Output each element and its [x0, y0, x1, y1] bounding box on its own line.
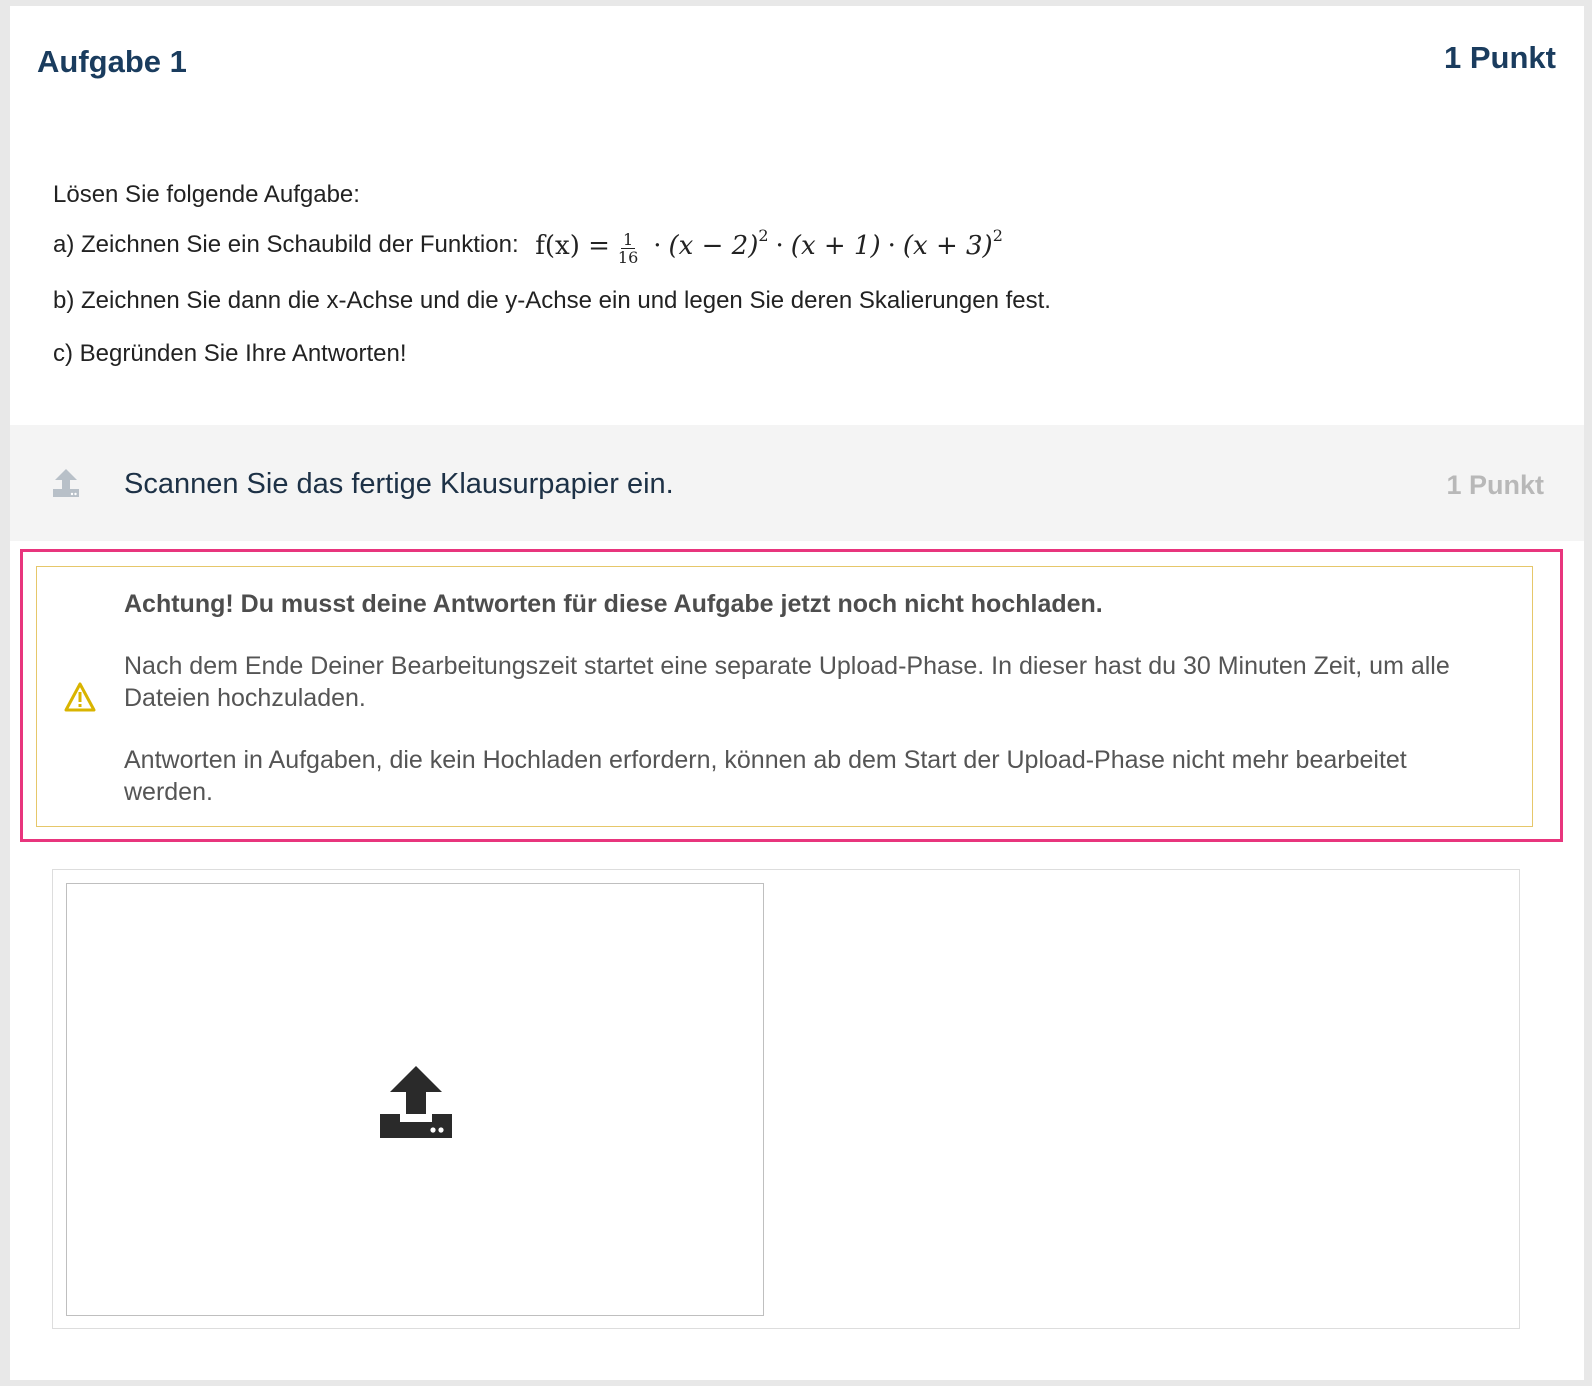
- warning-title: Achtung! Du musst deine Antworten für diese Aufgabe jetzt noch nicht hochladen.: [124, 590, 1103, 618]
- formula-dot: ·: [653, 230, 662, 261]
- upload-section-header: [10, 425, 1584, 541]
- function-formula: [535, 226, 1003, 267]
- prompt-part-a: [53, 226, 1003, 267]
- prompt-part-c: c) Begründen Sie Ihre Antworten!: [53, 340, 407, 367]
- warning-box: [36, 566, 1533, 827]
- file-dropzone[interactable]: [66, 883, 764, 1316]
- task-header: [37, 40, 1556, 90]
- formula-denominator: 16: [617, 248, 639, 267]
- formula-term3: (x + 3): [902, 230, 993, 261]
- upload-area: [52, 869, 1520, 1329]
- upload-section-points: 1 Punkt: [1446, 470, 1544, 500]
- formula-dot: ·: [887, 230, 896, 261]
- task-card: [10, 6, 1584, 1380]
- prompt-intro: Lösen Sie folgende Aufgabe:: [53, 181, 360, 208]
- formula-numerator: 1: [622, 230, 634, 249]
- warning-paragraph-no-edit: Antworten in Aufgaben, die kein Hochladen erfordern, können ab dem Start der Upload-Phase nicht mehr bearbeitet werden.: [124, 746, 1407, 806]
- formula-fraction: [618, 231, 638, 266]
- formula-lhs: f(x) =: [535, 230, 610, 261]
- upload-section-label: Scannen Sie das fertige Klausurpapier ein.: [124, 468, 674, 500]
- warning-triangle-icon: [64, 682, 96, 712]
- warning-paragraph-upload-phase: Nach dem Ende Deiner Bearbeitungszeit startet eine separate Upload-Phase. In dieser hast du 30 Minuten Zeit, um alle Dateien hochzuladen.: [124, 652, 1450, 712]
- formula-dot: ·: [775, 230, 784, 261]
- formula-term1: (x − 2): [668, 230, 759, 261]
- formula-exp3: 2: [992, 226, 1003, 245]
- upload-icon: [378, 1062, 454, 1138]
- prompt-part-b: b) Zeichnen Sie dann die x-Achse und die y-Achse ein und legen Sie deren Skalierungen fest.: [53, 287, 1051, 314]
- formula-exp1: 2: [758, 226, 769, 245]
- formula-term2: (x + 1): [790, 230, 881, 261]
- upload-icon: [50, 467, 82, 499]
- task-points: 1 Punkt: [1444, 40, 1556, 75]
- task-title: Aufgabe 1: [37, 44, 187, 79]
- prompt-part-a-text: a) Zeichnen Sie ein Schaubild der Funktion:: [53, 230, 519, 258]
